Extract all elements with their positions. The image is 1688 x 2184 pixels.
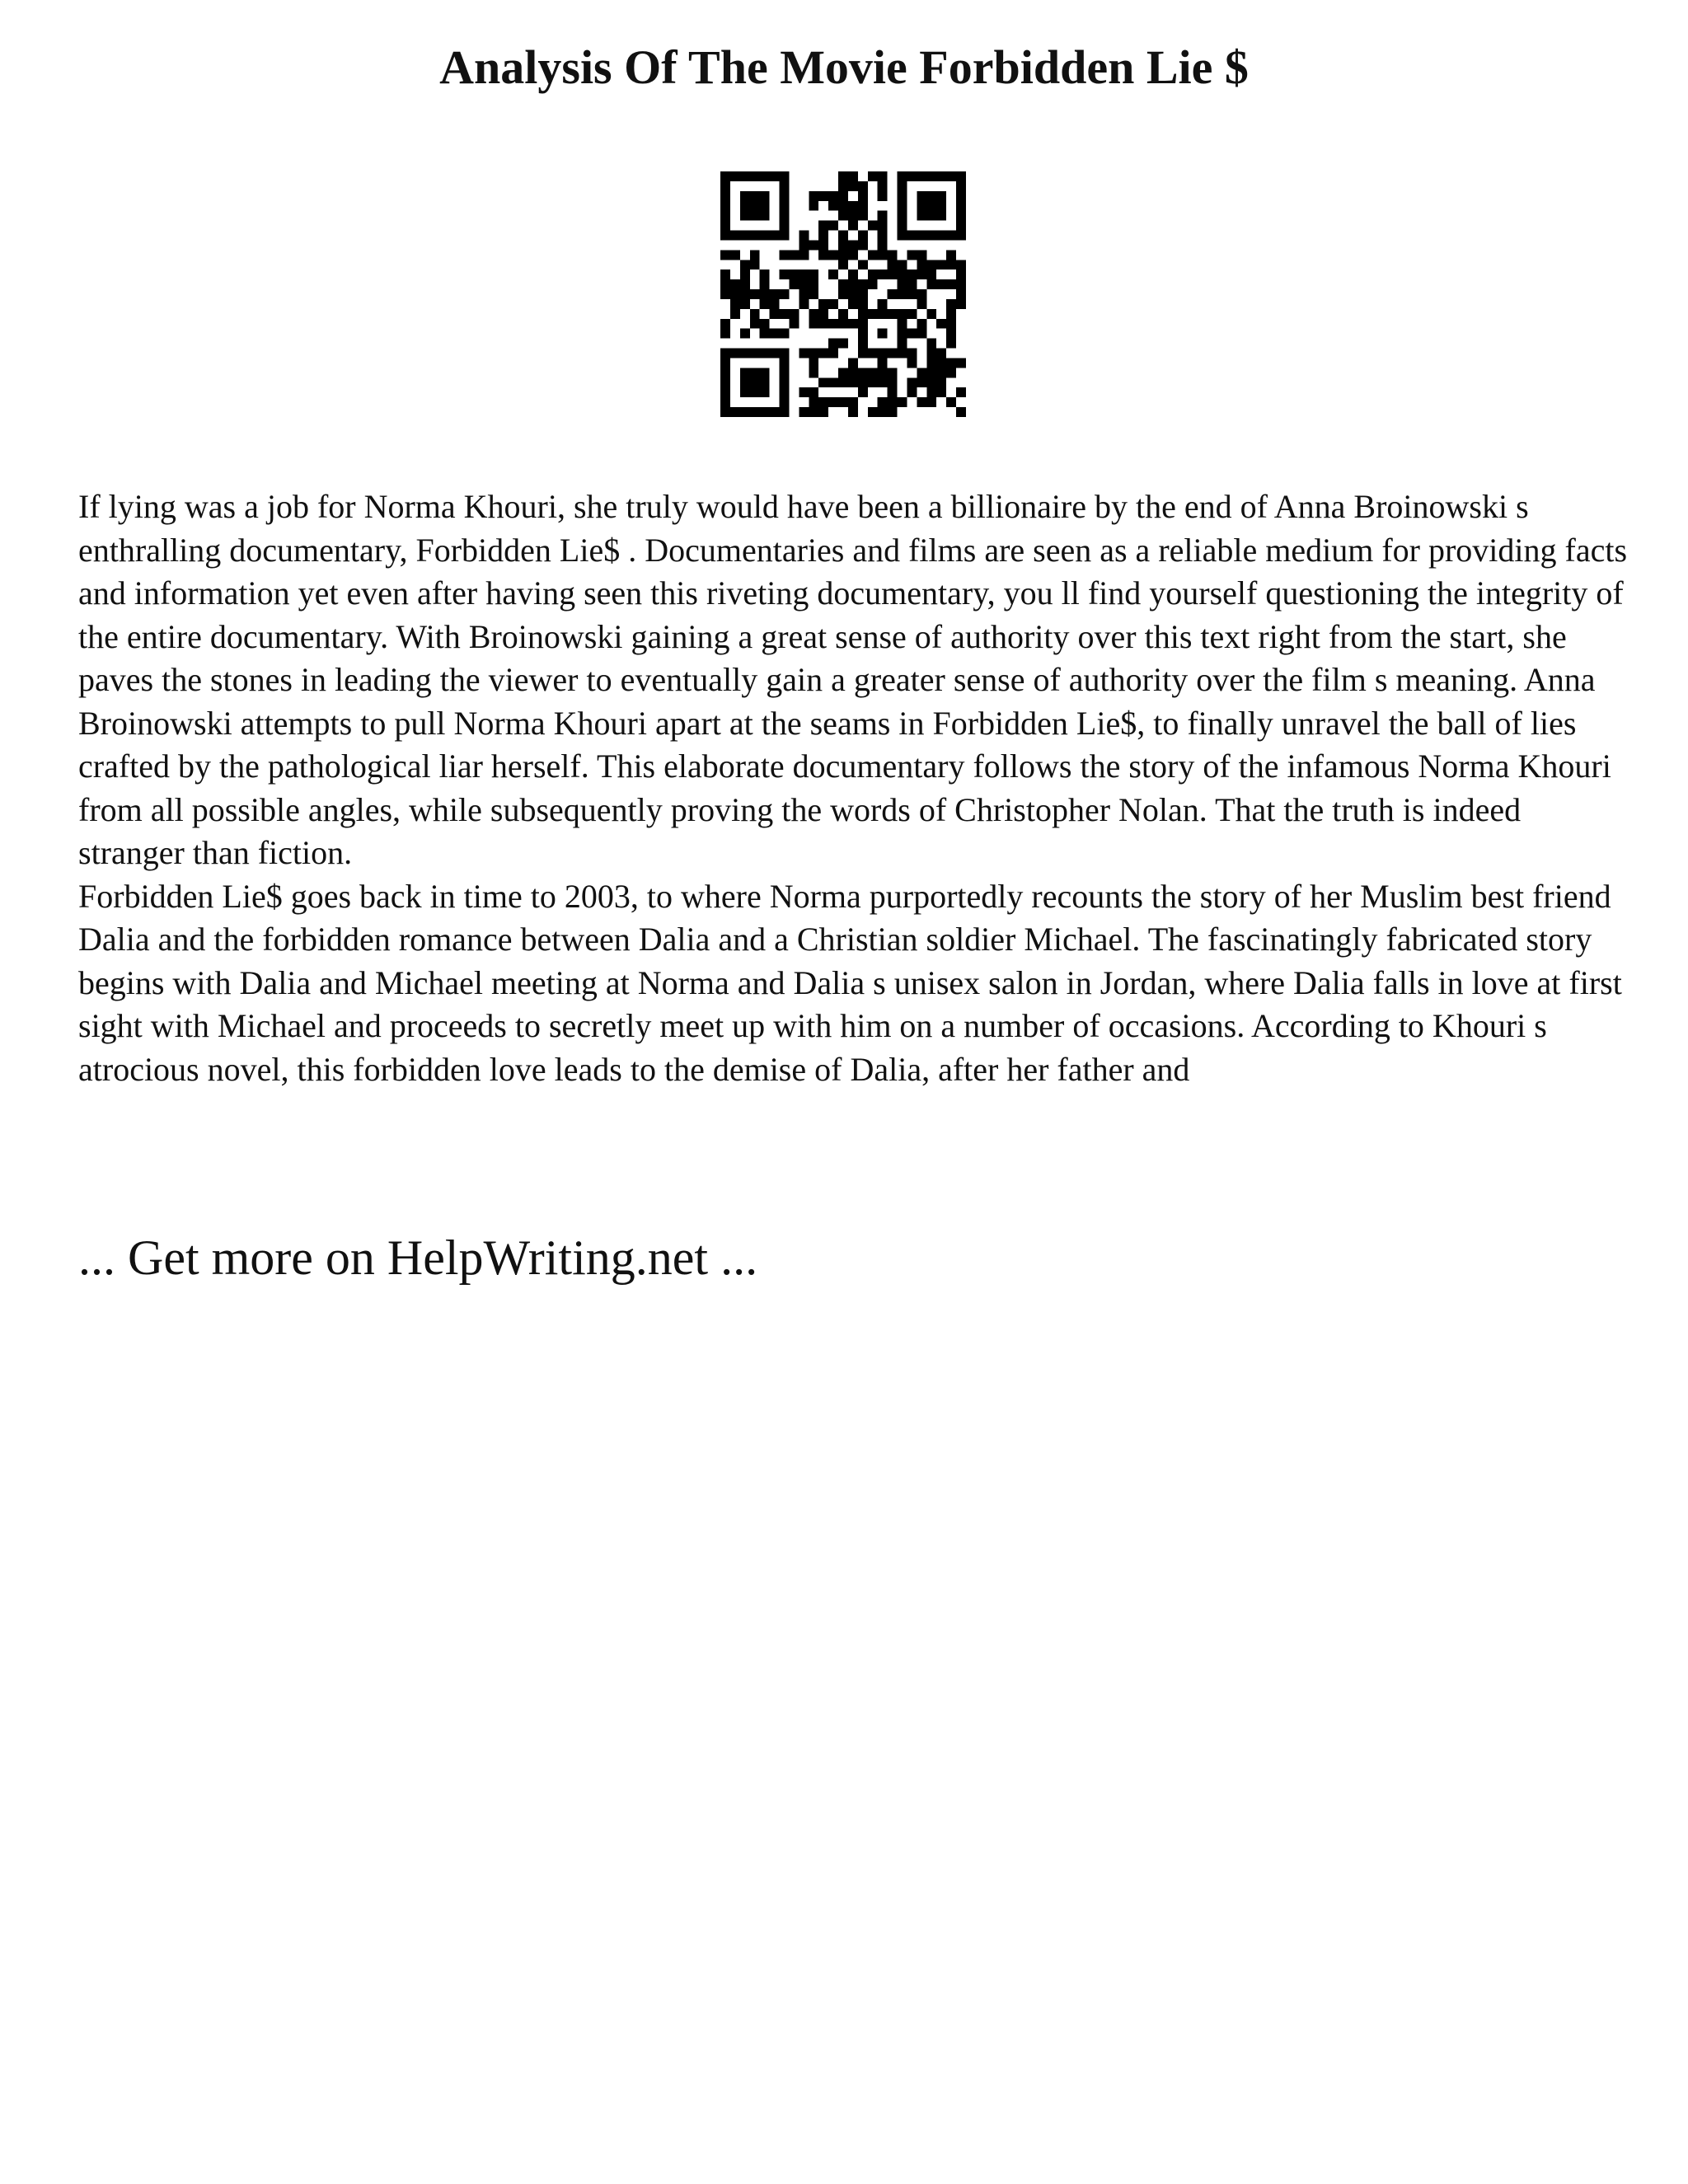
paragraph-1: If lying was a job for Norma Khouri, she truly would have been a billionaire by the end of Anna Broinowski s enthralling documentary, Forbidden Lie$ . Documentaries and films are seen as a reliable medium for providing facts and information yet even after having seen this riveting documentary, you ll find yourself questioning the integrity of the entire documentary. With Broinowski gaining a great sense of authority over this text right from the start, she paves the stones in leading the viewer to eventually gain a greater sense of authority over the film s meaning. Anna Broinowski attempts to pull Norma Khouri apart at the seams in Forbidden Lie$, to finally unravel the ball of lies crafted by the pathological liar herself. This elaborate documentary follows the story of the infamous Norma Khouri from all possible angles, while subsequently proving the words of Christopher Nolan. That the truth is indeed stranger than fiction. xyxy=(78,488,1628,871)
get-more-link[interactable]: ... Get more on HelpWriting.net ... xyxy=(78,1230,758,1285)
document-title: Analysis Of The Movie Forbidden Lie $ xyxy=(439,40,1249,94)
paragraph-2: Forbidden Lie$ goes back in time to 2003, to where Norma purportedly recounts the story of her Muslim best friend Dalia and the forbidden romance between Dalia and a Christian soldier Michael. The fascinatingly fabricated story begins with Dalia and Michael meeting at Norma and Dalia s unisex salon in Jordan, where Dalia falls in love at first sight with Michael and proceeds to secretly meet up with him on a number of occasions. According to Khouri s atrocious novel, this forbidden love leads to the demise of Dalia, after her father and xyxy=(78,877,1622,1088)
qr-code-graphic xyxy=(720,171,966,417)
qr-code-icon xyxy=(720,171,966,417)
document-body xyxy=(78,485,1628,1091)
